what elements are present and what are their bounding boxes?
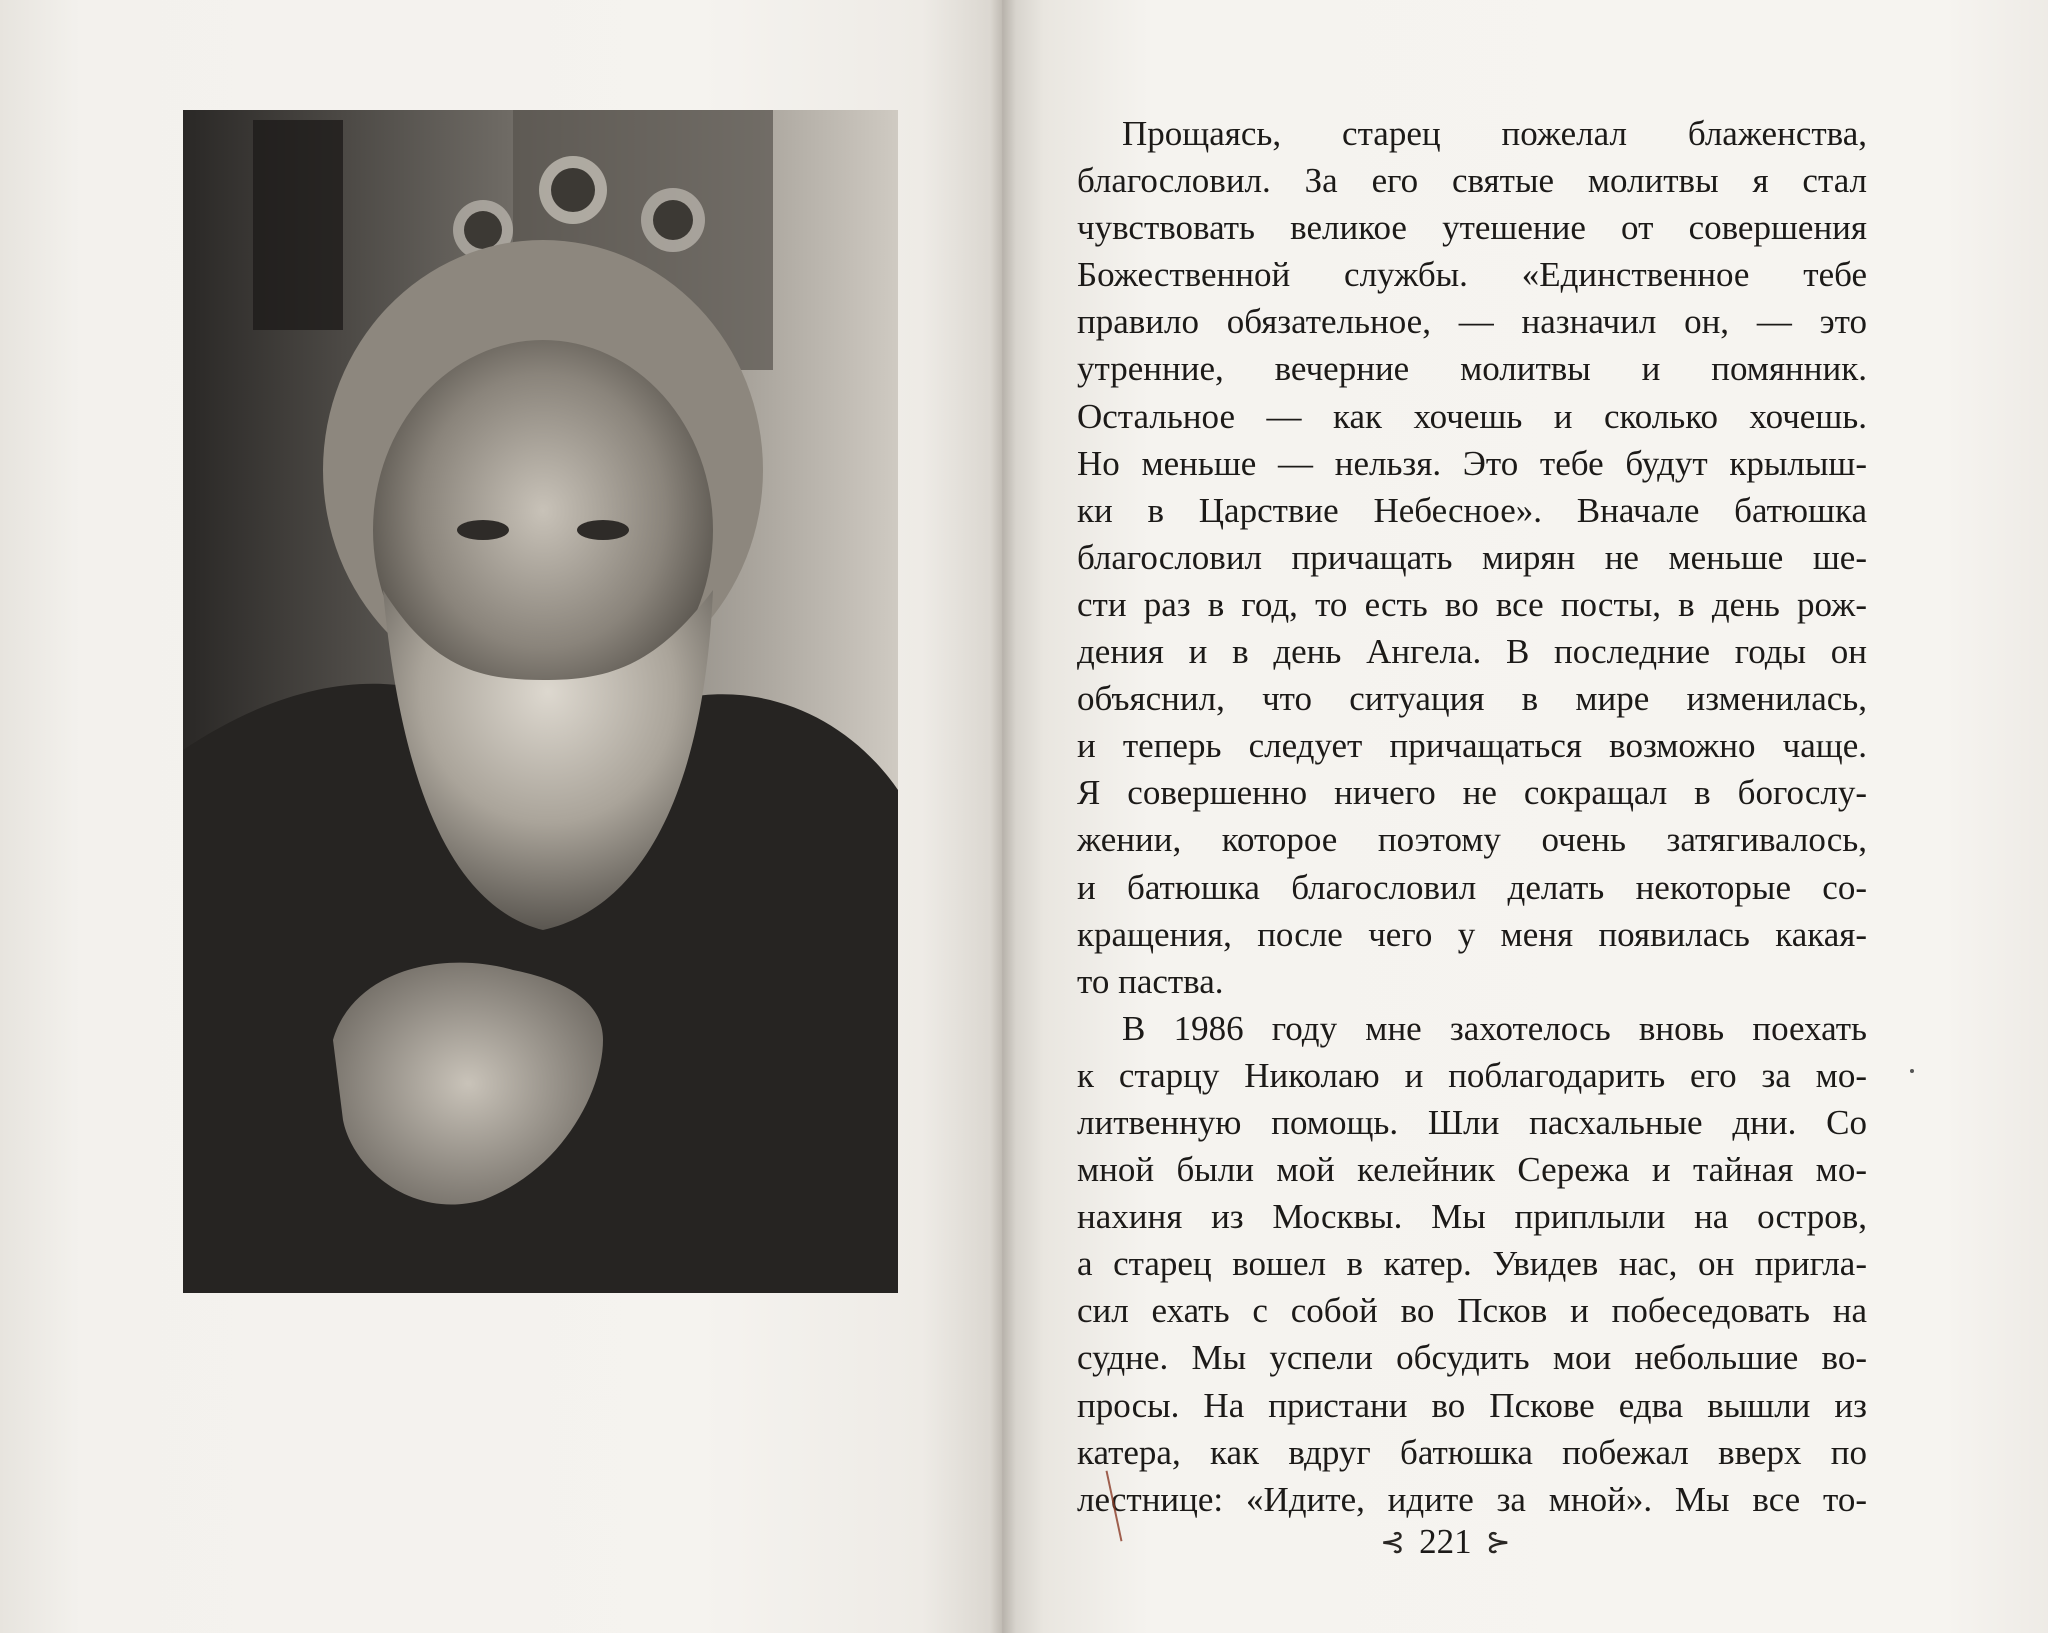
- text-line: а старец вошел в катер. Увидев нас, он пригла-: [1077, 1244, 1867, 1284]
- book-gutter: [990, 0, 1016, 1633]
- text-line: дения и в день Ангела. В последние годы он: [1077, 632, 1867, 672]
- text-line: Прощаясь, старец пожелал блаженства,: [1122, 114, 1867, 153]
- text-line: судне. Мы успели обсудить мои небольшие во-: [1077, 1338, 1867, 1378]
- paper-speck: [1910, 1069, 1914, 1073]
- text-line: и батюшка благословил делать некоторые со-: [1077, 867, 1867, 907]
- text-line: правило обязательное, — назначил он, — это: [1077, 302, 1867, 342]
- ornament-left-icon: ⊰: [1380, 1525, 1406, 1559]
- text-line: лестнице: «Идите, идите за мной». Мы все то-: [1077, 1479, 1867, 1519]
- text-line: литвенную помощь. Шли пасхальные дни. Со: [1077, 1102, 1867, 1142]
- left-page: [0, 0, 1002, 1633]
- page-number: [1380, 1522, 1511, 1562]
- ornament-right-icon: ⊱: [1485, 1525, 1511, 1559]
- text-line: катера, как вдруг батюшка побежал вверх по: [1077, 1432, 1867, 1472]
- text-line: жении, которое поэтому очень затягивалось,: [1077, 820, 1867, 860]
- text-line: кращения, после чего у меня появилась какая-: [1077, 914, 1867, 954]
- text-line: нахиня из Москвы. Мы приплыли на остров,: [1077, 1197, 1867, 1237]
- portrait-photo: [183, 110, 898, 1293]
- text-line: к старцу Николаю и поблагодарить его за мо-: [1077, 1055, 1867, 1095]
- text-line: чувствовать великое утешение от совершения: [1077, 208, 1867, 248]
- text-line: утренние, вечерние молитвы и помянник.: [1077, 349, 1867, 389]
- page-number-value: 221: [1419, 1522, 1472, 1561]
- text-line: сил ехать с собой во Псков и побеседовать на: [1077, 1291, 1867, 1331]
- text-line: Остальное — как хочешь и сколько хочешь.: [1077, 396, 1867, 436]
- text-line: В 1986 году мне захотелось вновь поехать: [1122, 1008, 1867, 1048]
- text-line: благословил причащать мирян не меньше ше-: [1077, 537, 1867, 577]
- text-line: мной были мой келейник Сережа и тайная мо-: [1077, 1150, 1867, 1190]
- text-line: просы. На пристани во Пскове едва вышли из: [1077, 1385, 1867, 1425]
- text-line: Божественной службы. «Единственное тебе: [1077, 255, 1867, 295]
- text-line: то паства.: [1077, 961, 1224, 1001]
- text-line: Но меньше — нельзя. Это тебе будут крылыш-: [1077, 443, 1867, 483]
- page-body-text: [1077, 110, 1867, 1523]
- text-line: сти раз в год, то есть во все посты, в день рож-: [1077, 584, 1867, 624]
- text-line: Я совершенно ничего не сокращал в богослу-: [1077, 773, 1867, 813]
- text-line: ки в Царствие Небесное». Вначале батюшка: [1077, 490, 1867, 530]
- text-line: объяснил, что ситуация в мире изменилась,: [1077, 679, 1867, 719]
- text-line: благословил. За его святые молитвы я стал: [1077, 161, 1867, 201]
- text-line: и теперь следует причащаться возможно чаще.: [1077, 726, 1867, 766]
- portrait-photo-icon: [183, 110, 898, 1293]
